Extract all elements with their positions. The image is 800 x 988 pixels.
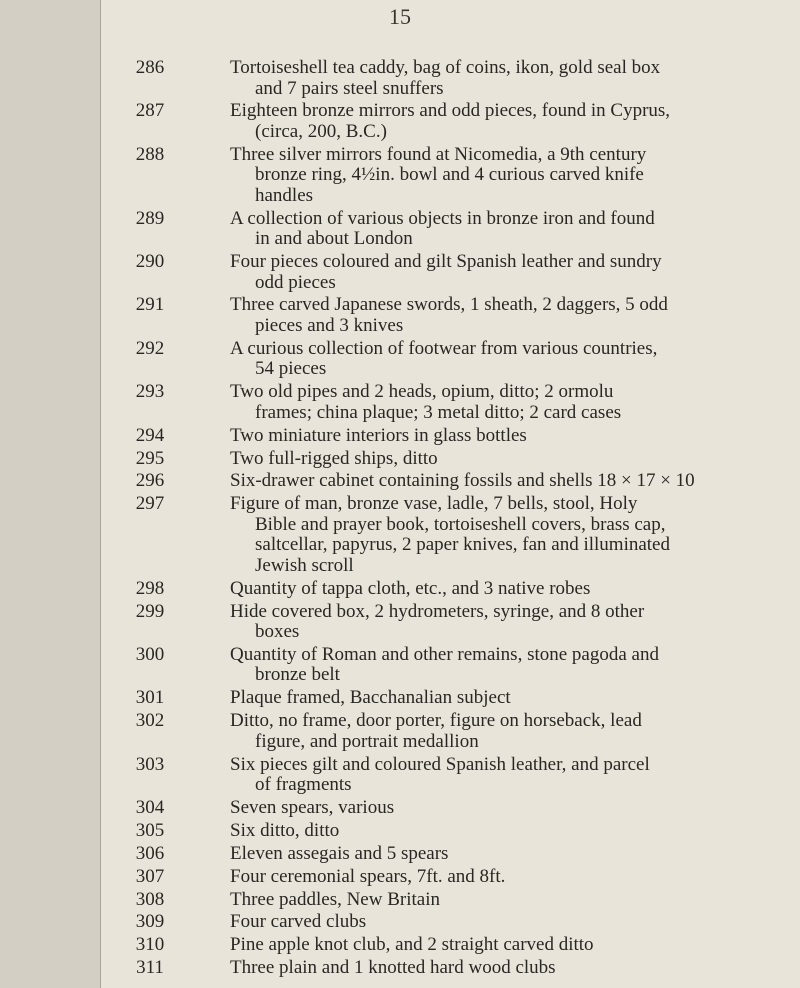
lot-description-line: Tortoiseshell tea caddy, bag of coins, ikon, gold seal box — [230, 57, 661, 78]
lot-description-line: Eighteen bronze mirrors and odd pieces, found in Cyprus, — [230, 100, 671, 122]
lot-description — [230, 798, 685, 819]
lot-entry — [0, 382, 800, 423]
lot-description-line: Plaque framed, Bacchanalian subject — [230, 687, 511, 709]
lot-entry — [0, 209, 800, 250]
lot-description-line: (circa, 200, B.C.) — [255, 120, 387, 142]
lot-entry — [0, 471, 800, 492]
lot-number: 293 — [135, 381, 165, 403]
lot-number: 294 — [135, 424, 165, 446]
lot-description-line: Pine apple knot club, and 2 straight carved ditto — [230, 934, 594, 956]
lot-number: 306 — [135, 842, 165, 864]
lot-description-line: frames; china plaque; 3 metal ditto; 2 card cases — [255, 401, 622, 423]
page-number: 15 — [389, 4, 411, 29]
lot-entry — [0, 688, 800, 709]
lot-description-line: Hide covered box, 2 hydrometers, syringe, and 8 other — [230, 600, 645, 622]
lot-description-line: Ditto, no frame, door porter, figure on horseback, lead — [230, 710, 642, 732]
lot-description — [230, 101, 685, 142]
lot-description-line: Three silver mirrors found at Nicomedia, a 9th century — [230, 143, 647, 165]
lot-entry — [0, 58, 800, 99]
lot-number: 295 — [135, 447, 165, 469]
lot-description-line: of fragments — [255, 774, 352, 796]
lot-entry — [0, 449, 800, 470]
lot-description-line: Figure of man, bronze vase, ladle, 7 bells, stool, Holy — [230, 493, 638, 515]
lot-description-line: Three paddles, New Britain — [230, 888, 440, 910]
lot-description-line: 54 pieces — [255, 358, 327, 380]
lot-description-line: and 7 pairs steel snuffers — [255, 77, 444, 99]
lot-number: 311 — [136, 957, 164, 979]
lot-entry — [0, 844, 800, 865]
lot-description-line: Three carved Japanese swords, 1 sheath, 2 daggers, 5 odd — [230, 294, 668, 316]
lot-number: 309 — [135, 911, 165, 933]
lot-entry — [0, 798, 800, 819]
lot-description — [230, 449, 685, 470]
lot-entry — [0, 821, 800, 842]
lot-description — [230, 145, 685, 207]
lot-description-line: Four carved clubs — [230, 911, 367, 933]
lot-description-line: A collection of various objects in bronze iron and found — [230, 207, 655, 229]
lot-number: 308 — [135, 888, 165, 910]
lot-description — [230, 688, 685, 709]
lot-description — [230, 494, 685, 576]
lot-description — [230, 890, 685, 911]
lot-number: 290 — [135, 251, 165, 273]
lot-description-line: Eleven assegais and 5 spears — [230, 842, 449, 864]
lot-number: 301 — [135, 687, 165, 709]
lot-number: 292 — [135, 337, 165, 359]
lot-description — [230, 252, 685, 293]
lot-list — [0, 58, 800, 981]
lot-entry — [0, 252, 800, 293]
lot-number: 298 — [135, 577, 165, 599]
lot-description-line: boxes — [255, 621, 300, 643]
lot-description-line: pieces and 3 knives — [255, 314, 404, 336]
lot-number: 289 — [135, 207, 165, 229]
lot-number: 291 — [135, 294, 165, 316]
lot-number: 305 — [135, 819, 165, 841]
lot-entry — [0, 912, 800, 933]
lot-description-line: Four ceremonial spears, 7ft. and 8ft. — [230, 865, 506, 887]
lot-description-line: odd pieces — [255, 271, 336, 293]
lot-entry — [0, 145, 800, 207]
lot-description-line: Two full-rigged ships, ditto — [230, 447, 438, 469]
lot-description-line: Six pieces gilt and coloured Spanish leather, and parcel — [230, 753, 650, 775]
lot-number: 307 — [135, 865, 165, 887]
lot-description-line: figure, and portrait medallion — [255, 730, 479, 752]
lot-description — [230, 426, 685, 447]
lot-description-line: bronze belt — [255, 664, 340, 686]
lot-description-line: Jewish scroll — [255, 554, 354, 576]
lot-description — [230, 711, 685, 752]
lot-description-line: A curious collection of footwear from various countries, — [230, 337, 658, 359]
lot-entry — [0, 602, 800, 643]
lot-description-line: Two miniature interiors in glass bottles — [230, 424, 527, 446]
lot-description-line: Three plain and 1 knotted hard wood clubs — [230, 957, 556, 979]
lot-number: 310 — [135, 934, 165, 956]
lot-number: 302 — [135, 710, 165, 732]
lot-entry — [0, 890, 800, 911]
lot-number: 304 — [135, 797, 165, 819]
lot-entry — [0, 295, 800, 336]
lot-description-line: handles — [255, 184, 314, 206]
lot-entry — [0, 494, 800, 576]
lot-description — [230, 867, 685, 888]
lot-description — [230, 470, 695, 492]
lot-entry — [0, 867, 800, 888]
lot-description — [230, 339, 685, 380]
lot-number: 296 — [135, 470, 165, 492]
lot-entry — [0, 339, 800, 380]
lot-entry — [0, 645, 800, 686]
lot-entry — [0, 935, 800, 956]
lot-description — [230, 844, 685, 865]
lot-description — [230, 209, 685, 250]
lot-entry — [0, 101, 800, 142]
lot-number: 286 — [135, 57, 165, 78]
lot-description-line: in and about London — [255, 228, 413, 250]
lot-description-line: saltcellar, papyrus, 2 paper knives, fan and illuminated — [255, 534, 670, 556]
lot-description — [230, 912, 685, 933]
lot-description — [230, 821, 685, 842]
lot-entry — [0, 958, 800, 979]
lot-description — [230, 958, 685, 979]
lot-description — [230, 602, 685, 643]
lot-description — [230, 935, 685, 956]
lot-description-line: Bible and prayer book, tortoiseshell covers, brass cap, — [255, 513, 666, 535]
lot-description-line: bronze ring, 4½in. bowl and 4 curious carved knife — [255, 164, 644, 186]
lot-number: 299 — [135, 600, 165, 622]
lot-entry — [0, 755, 800, 796]
lot-number: 300 — [135, 643, 165, 665]
lot-description-line: Seven spears, various — [230, 797, 395, 819]
lot-description — [230, 579, 685, 600]
lot-description-line: Quantity of Roman and other remains, stone pagoda and — [230, 643, 659, 665]
lot-number: 297 — [135, 493, 165, 515]
lot-description-line: Quantity of tappa cloth, etc., and 3 native robes — [230, 577, 591, 599]
lot-description-line: Six-drawer cabinet containing fossils and shells 18 × 17 × 10 — [230, 470, 695, 492]
lot-description — [230, 382, 685, 423]
lot-number: 287 — [135, 100, 165, 122]
lot-entry — [0, 426, 800, 447]
lot-entry — [0, 579, 800, 600]
lot-description — [230, 755, 685, 796]
lot-description — [230, 58, 685, 99]
lot-entry — [0, 711, 800, 752]
lot-description-line: Four pieces coloured and gilt Spanish leather and sundry — [230, 251, 662, 273]
lot-description — [230, 295, 685, 336]
lot-number: 303 — [135, 753, 165, 775]
lot-description-line: Two old pipes and 2 heads, opium, ditto; 2 ormolu — [230, 381, 614, 403]
lot-description-line: Six ditto, ditto — [230, 819, 340, 841]
lot-number: 288 — [135, 143, 165, 165]
lot-description — [230, 645, 685, 686]
